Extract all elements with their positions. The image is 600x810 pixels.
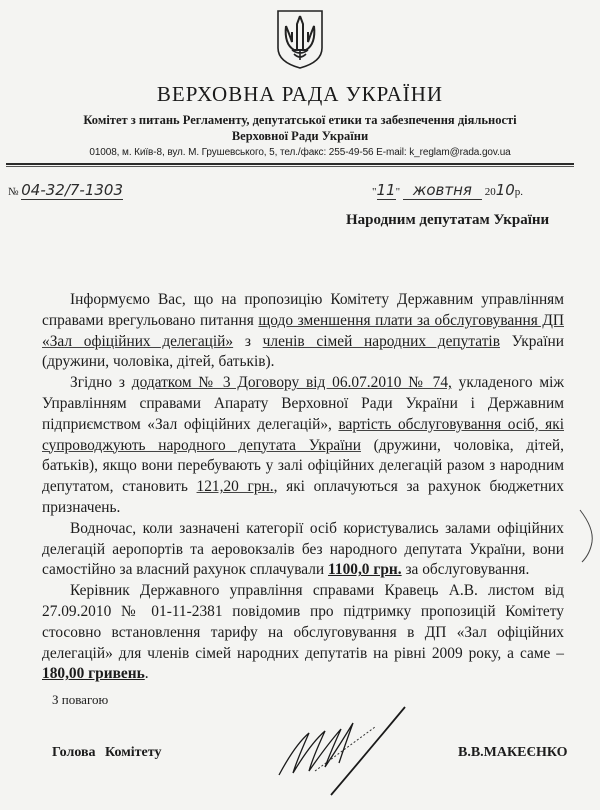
margin-bracket-mark-icon (578, 508, 598, 564)
signatory-name: В.В.МАКЕЄНКО (458, 745, 568, 760)
underlined-amount: 121,20 грн. (196, 478, 274, 496)
paragraph-4 (42, 581, 564, 685)
letter-date: "11" жовтня 2010р. (372, 181, 524, 199)
date-year-hand: 10 (495, 181, 515, 199)
date-month: жовтня (403, 181, 482, 200)
underlined-text: членів сімей народних депутатів (262, 332, 500, 350)
reference-number (8, 181, 123, 199)
committee-line-2: Верховної Ради України (231, 129, 369, 143)
bold-amount: 1100,0 грн. (328, 561, 402, 579)
handwritten-signature-icon (275, 705, 415, 800)
letter-body (42, 290, 564, 685)
text-run: укладеного між Управлінням справами Апарату Верховної Ради України і Державним підприємством «Зал офіційних делегацій», (42, 374, 565, 433)
text-run: . (144, 665, 149, 683)
date-suffix: р. (514, 186, 524, 198)
date-year-prefix: 20 (484, 186, 496, 198)
text-run: з (233, 332, 263, 350)
closing-phrase: З повагою (52, 692, 109, 707)
text-run: Керівник Державного управління справами Кравець А.В. листом від 27.09.2010 № 01-11-2381 повідомив про підтримку пропозицій Комітету стосовно встановлення тарифу на обслуговування в ДП «Зал офіційних делегацій» для членів сімей народних депутатів на рівні 2009 року, а саме – (42, 582, 564, 662)
underlined-text: щодо зменшення плати за обслуговування ДП «Зал офіційних делегацій» (42, 311, 564, 350)
header-divider (6, 163, 574, 165)
text-run: Інформуємо Вас, що на пропозицію Комітету Державним управлінням справами врегульовано питання (42, 291, 564, 329)
date-day: 11 (376, 181, 396, 199)
underlined-text: вартість обслуговування осіб, які супроводжують народного депутата України (42, 415, 564, 454)
header-divider-thin (6, 166, 574, 167)
committee-name (0, 112, 600, 144)
recipient: Народним депутатам України (346, 212, 550, 228)
paragraph-3 (42, 519, 564, 581)
signatory-title: Голова Комітету (52, 745, 162, 760)
paragraph-1 (42, 290, 564, 373)
trident-coat-of-arms-icon (272, 8, 328, 70)
text-run: (дружини, чоловіка, дітей, батьків), якщо вони перебувають у залі офіційних делегацій разом з народним депутатом, становить (42, 436, 564, 496)
reference-value: 04-32/7-1303 (21, 181, 124, 199)
text-run: Згідно з (70, 374, 132, 392)
committee-line-1: Комітет з питань Регламенту, депутатської етики та забезпечення діяльності (83, 113, 517, 127)
paragraph-2 (42, 373, 564, 519)
text-run: , які оплачуються за рахунок бюджетних призначень. (42, 478, 564, 516)
text-run: Водночас, коли зазначені категорії осіб користувались залами офіційних делегацій аеропортів та аеровокзалів без народного депутата України, вони самостійно за власний рахунок сплачували (42, 519, 564, 579)
bold-amount: 180,00 гривень (42, 665, 145, 683)
reference-prefix: № (8, 186, 19, 198)
underlined-text: додатком № 3 Договору від 06.07.2010 № 74, (131, 374, 452, 392)
text-run: за обслуговування. (401, 561, 530, 579)
contact-address: 01008, м. Київ-8, вул. М. Грушевського, 5, тел./факс: 255-49-56 E-mail: k_reglam@rada.gov.ua (89, 147, 511, 158)
text-run: України (дружини, чоловіка, дітей, батьків). (42, 332, 564, 371)
organization-title: ВЕРХОВНА РАДА УКРАЇНИ (156, 82, 444, 106)
